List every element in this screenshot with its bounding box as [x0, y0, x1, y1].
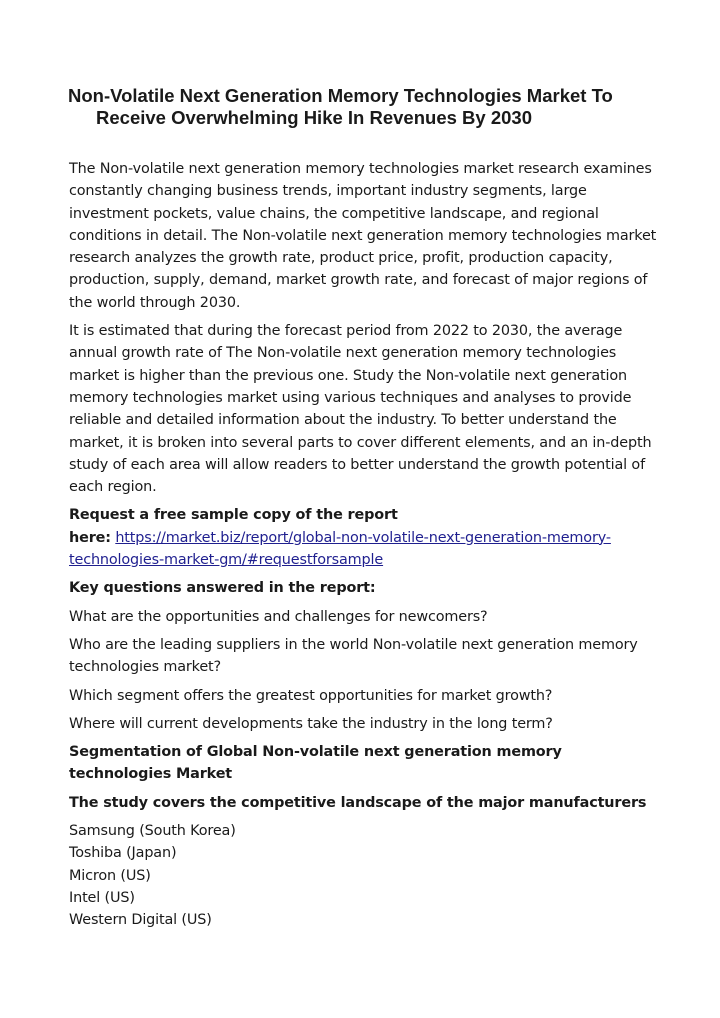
competitive-landscape-heading: The study covers the competitive landscape of the major manufacturers — [69, 794, 647, 811]
manufacturer-item: Western Digital (US) — [69, 912, 212, 929]
segmentation-heading: Segmentation of Global Non-volatile next generation memory technologies Market — [69, 744, 562, 783]
sample-request-heading: Request a free sample copy of the report — [69, 507, 398, 524]
manufacturer-list — [69, 820, 659, 931]
title-line-1: Non-Volatile Next Generation Memory Technologies Market To — [68, 85, 613, 106]
question-item: Where will current developments take the industry in the long term? — [69, 715, 553, 732]
document-body — [69, 158, 659, 932]
intro-paragraph: The Non-volatile next generation memory technologies market research examines constantly changing business trends, important industry segments, large investment pockets, value chains, the competitive landscape, and regional conditions in detail. The Non-volatile next generation memory technologies market research analyzes the growth rate, product price, profit, production capacity, production, supply, demand, market growth rate, and forecast of major regions of the world through 2030. — [69, 161, 657, 311]
manufacturer-item: Intel (US) — [69, 889, 135, 906]
question-item: Which segment offers the greatest opportunities for market growth? — [69, 687, 553, 704]
forecast-paragraph: It is estimated that during the forecast period from 2022 to 2030, the average annual growth rate of The Non-volatile next generation memory technologies market is higher than the previous one. Study the Non-volatile next generation memory technologies market using various techniques and analyses to provide reliable and detailed information about the industry. To better understand the market, it is broken into several parts to cover different elements, and an in-depth study of each area will allow readers to better understand the growth potential of each region. — [69, 323, 652, 496]
title-line-2: Receive Overwhelming Hike In Revenues By 2030 — [96, 107, 532, 128]
manufacturer-item: Samsung (South Korea) — [69, 823, 236, 840]
manufacturer-item: Toshiba (Japan) — [69, 845, 177, 862]
key-questions-heading: Key questions answered in the report: — [69, 580, 376, 597]
question-item: Who are the leading suppliers in the world Non-volatile next generation memory technologies market? — [69, 636, 638, 676]
question-item: What are the opportunities and challenges for newcomers? — [69, 608, 488, 625]
manufacturer-item: Micron (US) — [69, 867, 151, 884]
sample-request-link[interactable]: https://market.biz/report/global-non-volatile-next-generation-memory-technologies-market-gm/#requestforsample — [69, 529, 611, 569]
sample-request-block — [69, 504, 659, 571]
sample-request-here-label: here: — [69, 529, 111, 546]
document-title — [68, 85, 668, 129]
